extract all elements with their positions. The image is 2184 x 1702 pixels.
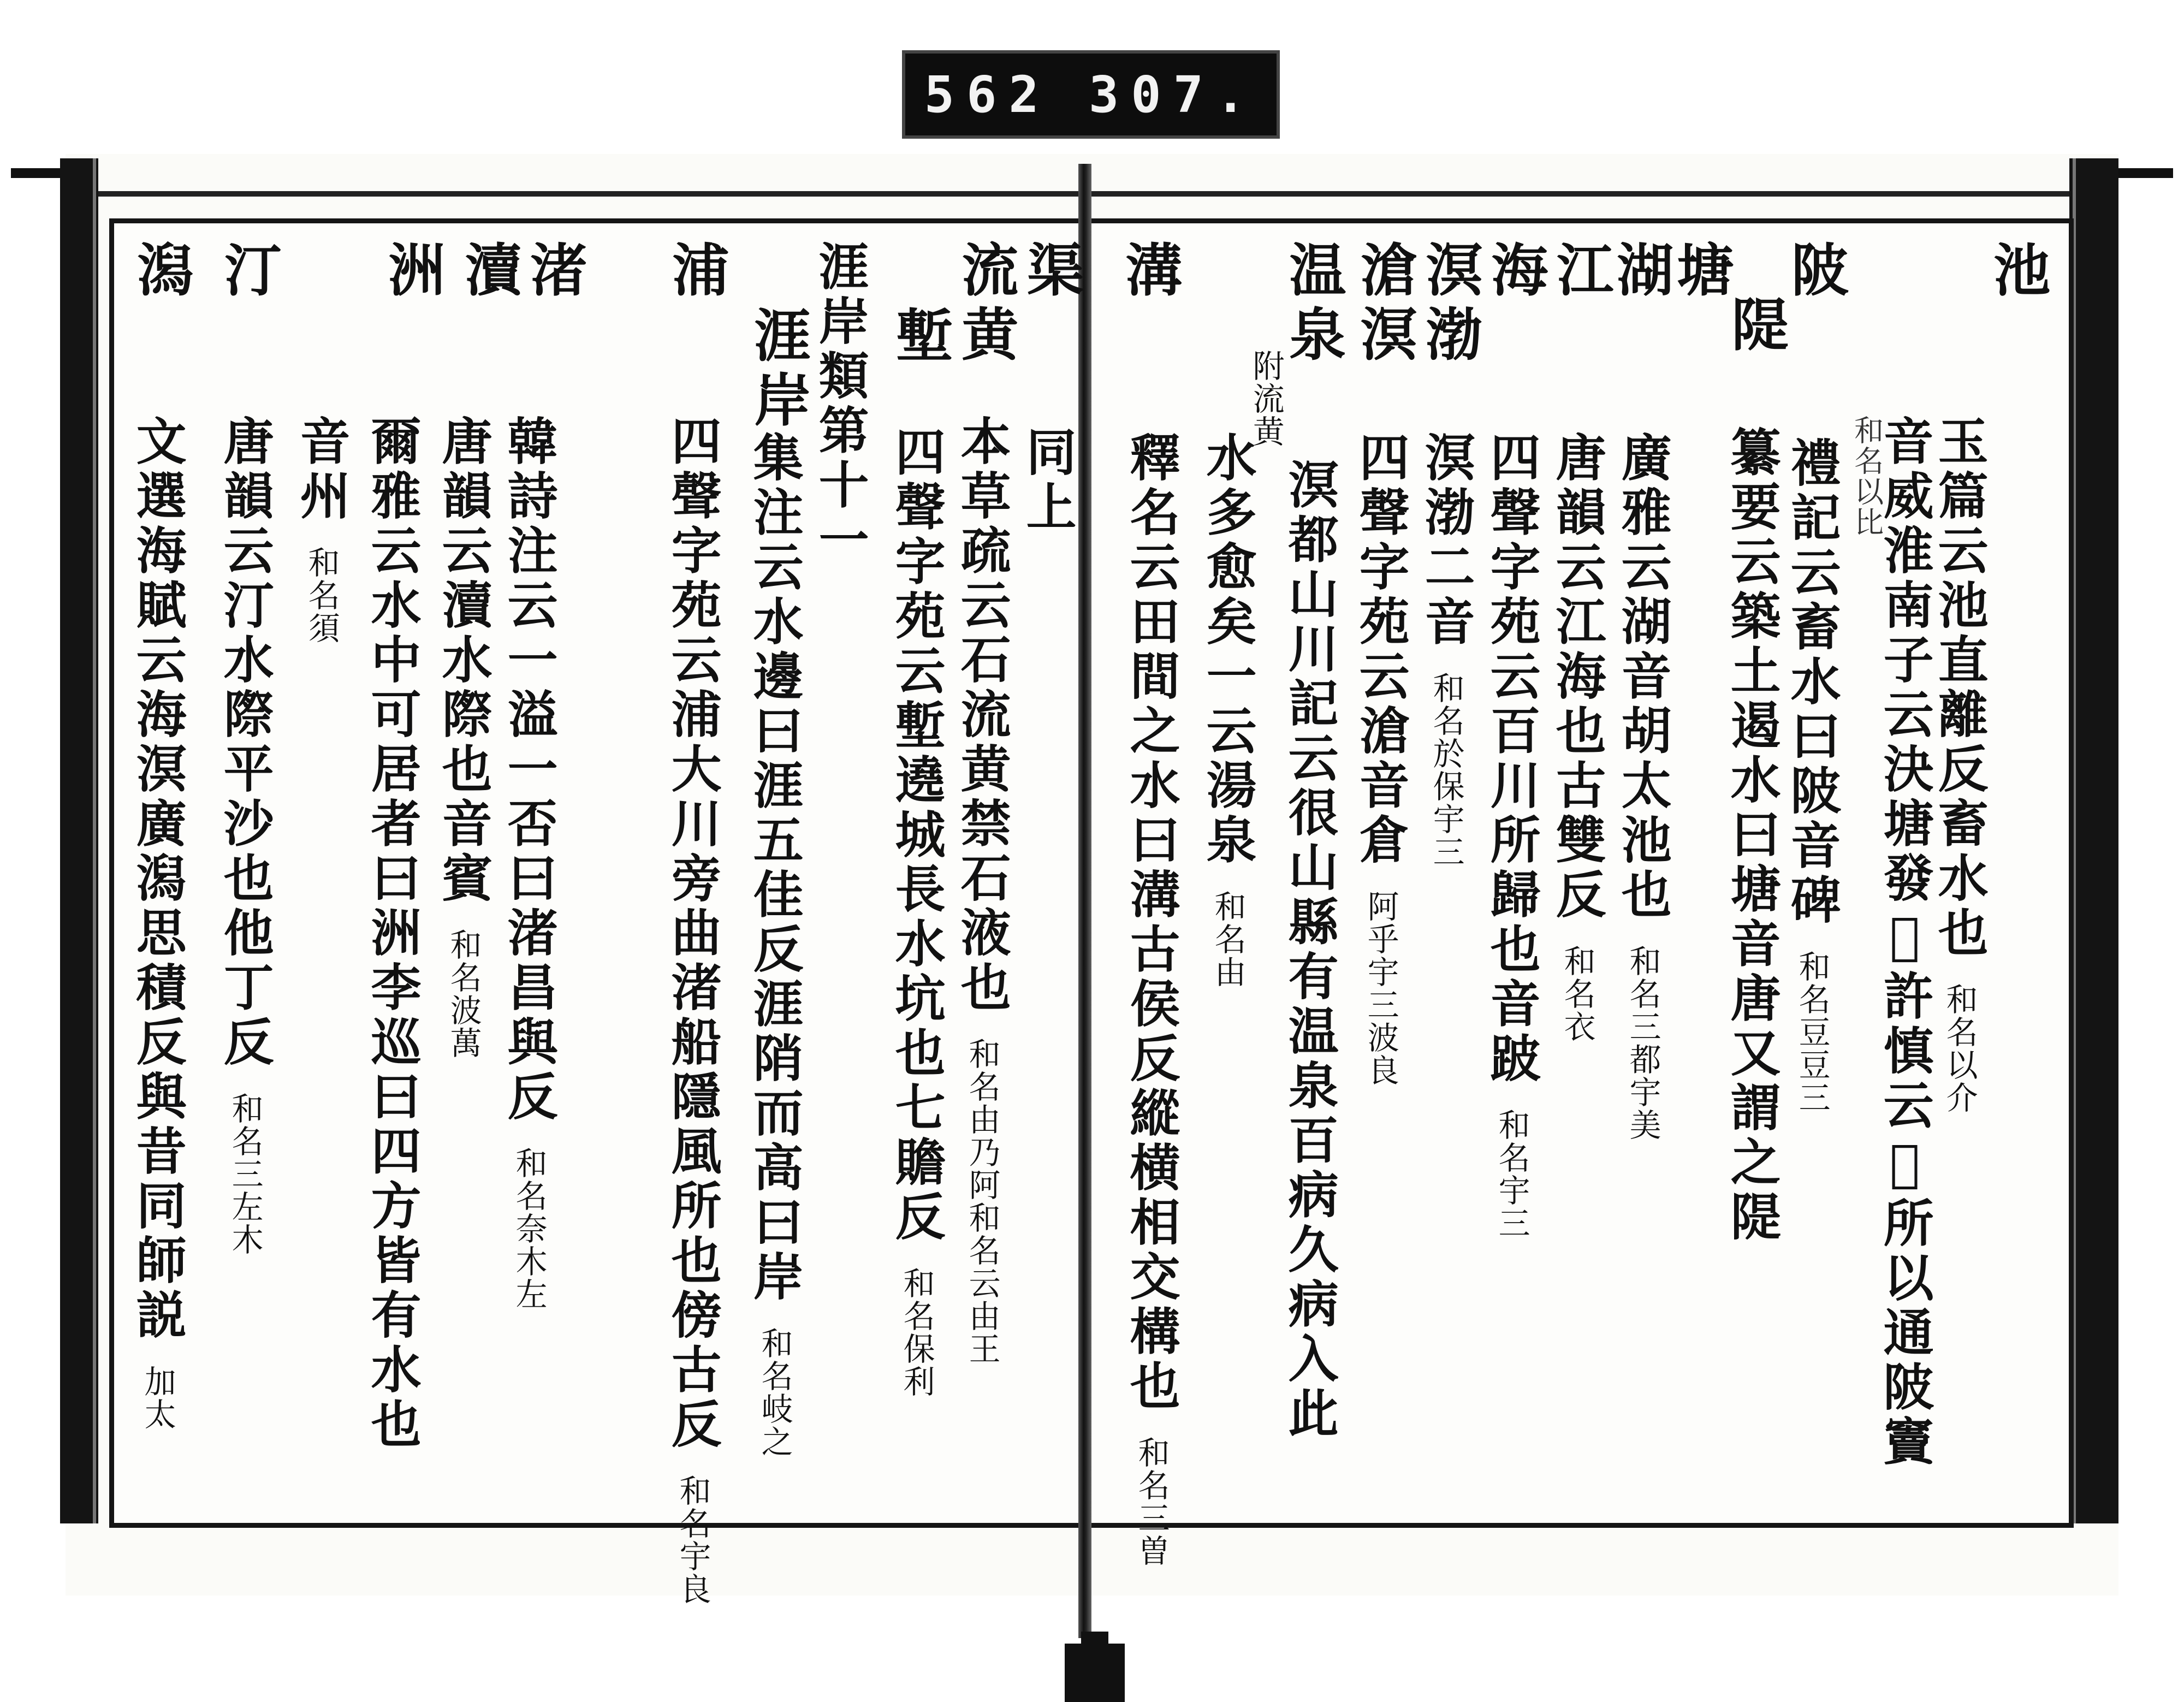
entry-column (1667, 240, 1735, 305)
entry-column (520, 240, 588, 305)
book-right-edge (2069, 158, 2118, 1523)
entry-column (1481, 240, 1549, 305)
entry-body: 集注云水邊曰涯五佳反涯陗而高曰岸 (745, 431, 804, 1305)
entry-column (1547, 431, 1607, 1043)
entry-gloss: 和名由乃阿和名云由王 (963, 1037, 1001, 1366)
entry-gloss: 和名豆豆三 (1793, 950, 1831, 1114)
entry-column (455, 240, 523, 305)
entry-gloss: 和名保利 (898, 1267, 935, 1398)
entry-gloss: 和名三曽 (1132, 1436, 1170, 1568)
entry-column (1350, 240, 1418, 369)
entry-head: 瀆 (455, 240, 523, 305)
entry-column (1115, 240, 1183, 305)
entry-body: 四聲字苑云百川所歸也音跛 (1482, 431, 1541, 1087)
entry-head: 江 (1547, 240, 1615, 305)
entry-body: 唐韻云江海也古雙反 (1547, 431, 1607, 923)
entry-column (499, 415, 559, 1311)
entry-body: 音威淮南子云決塘發𪱈許慎云𪱈所以通陂竇 (1875, 415, 1934, 1470)
entry-column (378, 240, 446, 305)
entry-column (128, 415, 187, 1431)
entry-column (215, 415, 275, 1256)
entry-body: 禮記云畜水曰陂音碑 (1782, 437, 1842, 928)
entry-head: 渚 (520, 240, 588, 305)
entry-body: 玉篇云池直離反畜水也 (1930, 415, 1989, 961)
entry-column (215, 240, 282, 305)
entry-column (1722, 426, 1782, 1245)
entry-gloss: 加太 (139, 1365, 176, 1431)
film-bottom-tab (1065, 1644, 1125, 1702)
entry-gloss: 和名須 (302, 546, 340, 645)
entry-body: 四聲字苑云滄音倉 (1351, 431, 1410, 868)
entry-head: 池 (1984, 240, 2051, 305)
entry-column (1018, 426, 1077, 535)
entry-head: 汀 (215, 240, 282, 305)
entry-gloss: 和名岐之 (756, 1327, 793, 1458)
entry-body: 文選海賦云海溟廣潟思積反與昔同師説 (128, 415, 187, 1343)
film-label-left: 562 (924, 65, 1051, 124)
entry-column (434, 415, 493, 1060)
entry-head: 流黄 (952, 240, 1019, 369)
section-heading: 涯岸類第十一 (810, 240, 870, 568)
entry-column (1875, 415, 1934, 1470)
entry-body: 溟渤二音 (1416, 431, 1476, 650)
entry-column (1482, 431, 1541, 1240)
entry-head: 洲 (378, 240, 446, 305)
entry-gloss: 和名三左木 (226, 1092, 264, 1256)
entry-gloss: 和名波萬 (444, 928, 482, 1060)
entry-column (363, 415, 422, 1452)
entry-head: 浦 (662, 240, 730, 305)
entry-column (1782, 437, 1842, 1114)
entry-column (1017, 240, 1085, 305)
entry-body: 本草疏云石流黄禁石液也 (952, 415, 1012, 1016)
entry-column (1416, 431, 1476, 869)
entry-head: 滄溟 (1350, 240, 1418, 369)
entry-column (1198, 431, 1257, 989)
entry-head: 涯岸 (744, 306, 812, 435)
entry-column (1613, 431, 1672, 1142)
entry-body: 韓詩注云一溢一否曰渚昌與反 (499, 415, 559, 1125)
entry-column (744, 306, 812, 435)
entry-column (810, 240, 870, 568)
entry-gloss: 和名奈木左 (510, 1147, 548, 1311)
entry-gloss: 和名於保宇三 (1427, 672, 1465, 869)
entry-gloss: 和名以介 (1940, 983, 1978, 1114)
entry-column (745, 431, 804, 1458)
entry-body: 水多愈矣一云湯泉 (1198, 431, 1257, 868)
book-left-edge (60, 158, 98, 1523)
entry-head: 湖 (1607, 240, 1675, 305)
entry-gloss: 和名衣 (1558, 945, 1596, 1043)
entry-body: 爾雅云水中可居者曰洲李巡曰四方皆有水也 (363, 415, 422, 1452)
entry-column (886, 306, 954, 370)
entry-head: 陂 (1782, 240, 1849, 305)
book-gutter (1078, 164, 1091, 1638)
entry-column (292, 415, 351, 645)
entry-gloss: 和名以比 (1849, 415, 1884, 537)
entry-body: 纂要云築土遏水曰塘音唐又謂之隄 (1722, 426, 1782, 1245)
entry-column (1607, 240, 1675, 305)
entry-head: 隄 (1722, 295, 1789, 359)
entry-gloss: 和名三都宇美 (1624, 945, 1661, 1142)
entry-column (127, 240, 195, 305)
entry-head: 塘 (1667, 240, 1735, 305)
entry-column (1547, 240, 1615, 305)
entry-head: 塹 (886, 306, 954, 370)
entry-column (887, 426, 946, 1398)
entry-column (663, 415, 722, 1606)
entry-column (1930, 415, 1989, 1114)
entry-gloss: 和名由 (1209, 890, 1247, 989)
entry-body: 四聲字苑云浦大川旁曲渚船隱風所也傍古反 (663, 415, 722, 1452)
film-label-right: 307. (1088, 65, 1258, 124)
entry-head: 潟 (127, 240, 195, 305)
entry-gloss: 和名宇良 (674, 1474, 711, 1606)
entry-body: 同上 (1018, 426, 1077, 535)
entry-column (1121, 431, 1181, 1568)
entry-body: 唐韻云汀水際平沙也他丁反 (215, 415, 275, 1070)
entry-column (952, 415, 1012, 1366)
entry-gloss: 和名宇三 (1493, 1108, 1530, 1240)
microfilm-label (902, 50, 1280, 139)
entry-column (1984, 240, 2051, 305)
entry-column (1782, 240, 1849, 305)
entry-head: 附流黄 (1247, 349, 1285, 448)
entry-column (1840, 415, 1893, 537)
entry-body: 唐韻云瀆水際也音賓 (434, 415, 493, 906)
entry-column (662, 240, 730, 305)
entry-column (1416, 240, 1483, 369)
entry-column (1280, 459, 1339, 1442)
entry-head: 溝 (1115, 240, 1183, 305)
entry-gloss: 阿乎宇三波良 (1362, 890, 1399, 1087)
entry-head: 海 (1481, 240, 1549, 305)
entry-body: 廣雅云湖音胡太池也 (1613, 431, 1672, 923)
entry-column (1722, 295, 1789, 359)
entry-body: 四聲字苑云塹遶城長水坑也七贍反 (887, 426, 946, 1245)
entry-column (952, 240, 1019, 369)
entry-body: 音州 (292, 415, 351, 524)
entry-body: 釋名云田間之水曰溝古侯反縱横相交構也 (1121, 431, 1181, 1414)
entry-head: 温泉 (1279, 240, 1347, 369)
entry-body: 溟都山川記云很山縣有温泉百病久病入此 (1280, 459, 1339, 1442)
entry-head: 溟渤 (1416, 240, 1483, 369)
entry-head: 渠 (1017, 240, 1085, 305)
entry-column (1351, 431, 1410, 1087)
